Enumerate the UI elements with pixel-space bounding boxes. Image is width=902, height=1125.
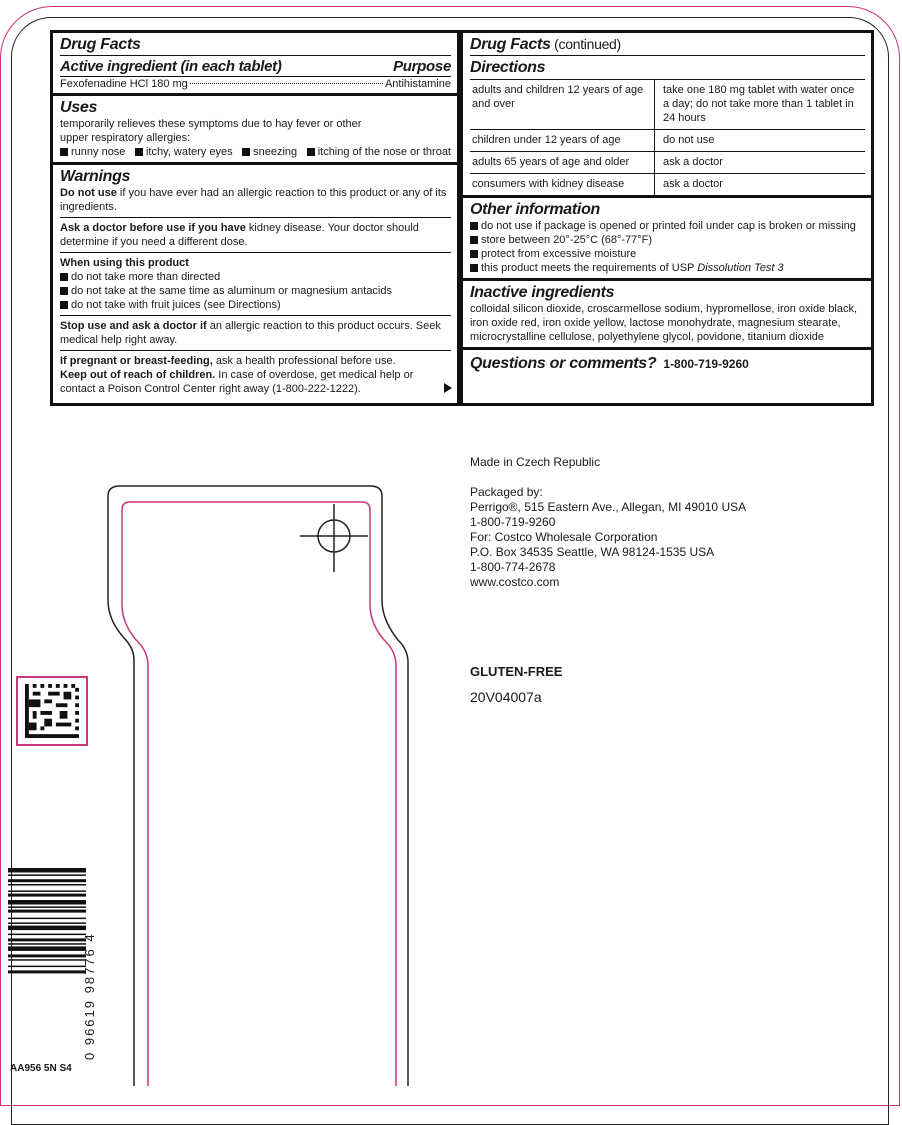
list-item: protect from excessive moisture bbox=[470, 247, 865, 261]
other-information-section bbox=[463, 198, 871, 281]
pregnancy-text: If pregnant or breast-feeding, ask a health professional before use. Keep out of reach of children. In case of overdose, get medical help or contact a Poison Control Center right away (1-800-222-1222). bbox=[60, 350, 451, 396]
table-row: adults and children 12 years of age and over take one 180 mg tablet with water once a day; do not take more than 1 tablet in 24 hours bbox=[470, 80, 865, 130]
drug-facts-title: Drug Facts bbox=[60, 35, 451, 56]
data-matrix-code bbox=[16, 676, 88, 746]
list-item: itchy, watery eyes bbox=[135, 145, 233, 159]
inactive-ingredients-heading: Inactive ingredients bbox=[470, 284, 615, 301]
active-ingredient: Fexofenadine HCl 180 mg bbox=[60, 78, 188, 90]
list-item: do not use if package is opened or printed foil under cap is broken or missing bbox=[470, 219, 865, 233]
drug-facts-panel bbox=[50, 30, 460, 406]
drug-facts-continued-panel bbox=[460, 30, 874, 406]
table-row: adults 65 years of age and older ask a doctor bbox=[470, 152, 865, 174]
active-ingredient-heading: Active ingredient (in each tablet) bbox=[60, 58, 282, 75]
purpose-heading: Purpose bbox=[393, 58, 451, 75]
uses-text: temporarily relieves these symptoms due to hay fever or other upper respiratory allergies: bbox=[60, 118, 362, 144]
directions-heading: Directions bbox=[470, 59, 546, 76]
distributor-address: P.O. Box 34535 Seattle, WA 98124-1535 USA bbox=[470, 545, 715, 559]
questions-heading: Questions or comments? bbox=[470, 355, 657, 372]
directions-section: Drug Facts (continued) Directions adults and children 12 years of age and over take one 180 mg tablet with water once a day; do not take more than 1 tablet in 24 hours children under 12 years of age do not use adults 65 years of age and older ask a doctor consumers with kidney disease ask a doctor bbox=[463, 33, 871, 198]
purpose-value: Antihistamine bbox=[384, 78, 451, 90]
when-using-heading: When using this product bbox=[60, 257, 189, 269]
uses-heading: Uses bbox=[60, 99, 98, 116]
uses-section bbox=[53, 96, 457, 165]
when-using-section bbox=[60, 252, 451, 312]
lot-number: 20V04007a bbox=[470, 689, 542, 705]
stop-use-text: Stop use and ask a doctor if an allergic reaction to this product occurs. Seek medical help right away. bbox=[60, 315, 451, 347]
bottle-dieline-graphic bbox=[100, 480, 420, 1086]
gluten-free-label: GLUTEN-FREE bbox=[470, 664, 563, 679]
list-item: runny nose bbox=[60, 145, 125, 159]
continue-arrow-icon bbox=[444, 383, 452, 393]
list-item: do not take with fruit juices (see Directions) bbox=[60, 298, 451, 312]
active-ingredient-section bbox=[53, 33, 457, 96]
inactive-ingredients-section bbox=[463, 281, 871, 350]
distributor-phone: 1-800-774-2678 bbox=[470, 560, 556, 574]
drug-facts-continued-title: Drug Facts bbox=[470, 36, 551, 53]
inactive-ingredients-text: colloidal silicon dioxide, croscarmellose sodium, hypromellose, iron oxide black, iron oxide red, iron oxide yellow, lactose monohydrate, magnesium stearate, microcrystalline cellulose, polyethylene glycol, povidone, titanium dioxide bbox=[470, 303, 858, 343]
list-item: this product meets the requirements of USP Dissolution Test 3 bbox=[470, 261, 865, 275]
packager-address: Perrigo®, 515 Eastern Ave., Allegan, MI 49010 USA bbox=[470, 500, 747, 514]
distributor-website: www.costco.com bbox=[470, 575, 560, 589]
uses-list bbox=[60, 145, 451, 159]
warnings-section bbox=[53, 165, 457, 398]
item-code: AA956 5N S4 bbox=[10, 1063, 72, 1074]
ask-doctor-text: Ask a doctor before use if you have kidney disease. Your doctor should determine if you need a different dose. bbox=[60, 217, 451, 249]
list-item: store between 20°-25°C (68°-77°F) bbox=[470, 233, 865, 247]
packaged-by-label: Packaged by: bbox=[470, 485, 543, 499]
do-not-use-text: Do not use if you have ever had an allergic reaction to this product or any of its ingredients. bbox=[60, 187, 447, 213]
questions-phone: 1-800-719-9260 bbox=[663, 357, 749, 371]
other-information-heading: Other information bbox=[470, 201, 601, 218]
made-in: Made in Czech Republic bbox=[470, 455, 601, 469]
list-item: do not take more than directed bbox=[60, 270, 451, 284]
manufacturer-info bbox=[470, 455, 746, 590]
distributor-name: For: Costco Wholesale Corporation bbox=[470, 530, 658, 544]
warnings-heading: Warnings bbox=[60, 168, 131, 185]
list-item: sneezing bbox=[242, 145, 297, 159]
table-row: consumers with kidney disease ask a doctor bbox=[470, 174, 865, 196]
packager-phone: 1-800-719-9260 bbox=[470, 515, 556, 529]
barcode-number: 0 96619 98776 4 bbox=[82, 932, 97, 1060]
list-item: itching of the nose or throat bbox=[307, 145, 451, 159]
table-row: children under 12 years of age do not use bbox=[470, 130, 865, 152]
list-item: do not take at the same time as aluminum or magnesium antacids bbox=[60, 284, 451, 298]
upc-barcode bbox=[8, 868, 86, 1048]
questions-section bbox=[463, 350, 871, 376]
directions-table bbox=[470, 79, 865, 195]
